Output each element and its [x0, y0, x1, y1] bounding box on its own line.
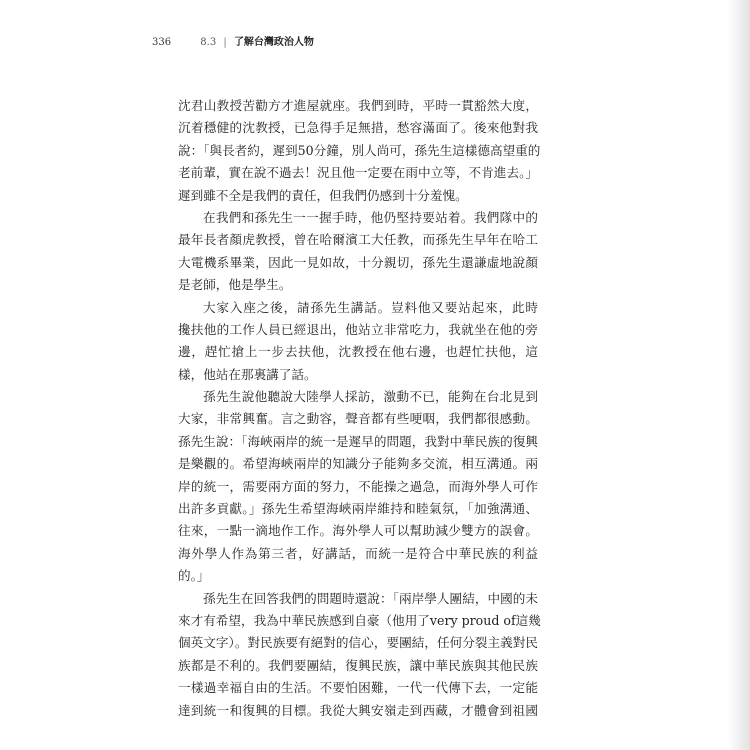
text-line: 大家，非常興奮。言之動容，聲音都有些哽咽，我們都很感動。 [178, 411, 538, 427]
body-text [178, 95, 541, 722]
text-line: 遲到雖不全是我們的責任，但我們仍感到十分羞愧。 [178, 187, 468, 203]
text-line: 沈君山教授苦勸方才進屋就座。我們到時，平時一貫豁然大度， [178, 98, 538, 113]
text-line: 老前輩，實在說不過去！況且他一定要在雨中立等，不肯進去。」 [178, 165, 538, 181]
paragraph [178, 95, 541, 207]
text-line: 大家入座之後，請孫先生講話。豈料他又要站起來，此時 [203, 299, 538, 315]
running-header [152, 33, 314, 48]
text-line: 往來，一點一滴地作工作。海外學人可以幫助減少雙方的誤會。 [178, 523, 538, 539]
paragraph [178, 386, 538, 588]
text-line: 個英文字）。對民族要有絕對的信心，要團結，任何分裂主義對民 [178, 635, 538, 651]
text-line: 是樂觀的。希望海峽兩岸的知識分子能夠多交流，相互溝通。兩 [178, 456, 538, 472]
text-line: 說：「與長者約，遲到50分鐘，別人尚可，孫先生這樣德高望重的 [178, 142, 541, 158]
text-line: 孫先生在回答我們的問題時還說：「兩岸學人團結，中國的未 [203, 590, 538, 606]
text-line: 達到統一和復興的目標。我從大興安嶺走到西藏，才體會到祖國 [178, 702, 538, 718]
text-line: 岸的統一，需要兩方面的努力，不能操之過急，而海外學人可作 [178, 478, 538, 494]
text-line: 族都是不利的。我們要團結，復興民族，讓中華民族與其他民族 [178, 657, 538, 673]
text-line: 攙扶他的工作人員已經退出，他站立非常吃力，我就坐在他的旁 [178, 321, 538, 337]
paragraph [178, 588, 541, 722]
chapter-title: 了解台灣政治人物 [233, 37, 314, 48]
text-line: 是老師，他是學生。 [178, 277, 292, 293]
text-line: 大電機系畢業，因此一見如故，十分親切，孫先生還謙虛地說顏 [178, 254, 538, 270]
paragraph [178, 207, 538, 297]
text-line: 孫先生說他聽說大陸學人採訪，激動不已，能夠在台北見到 [203, 389, 538, 405]
page-edge-shadow [728, 0, 750, 750]
text-line: 一樣過幸福自由的生活。不要怕困難，一代一代傳下去，一定能 [178, 680, 538, 696]
section-number: 8.3 [200, 37, 217, 48]
text-line: 海外學人作為第三者，好講話，而統一是符合中華民族的利益 [178, 545, 538, 561]
text-line: 的。」 [178, 568, 210, 584]
text-line: 沉着穩健的沈教授，已急得手足無措，愁容滿面了。後來他對我 [178, 120, 538, 136]
text-line: 最年長者顏虎教授，曾在哈爾濱工大任教，而孫先生早年在哈工 [178, 232, 538, 248]
paragraph [178, 297, 538, 387]
text-line: 孫先生說：「海峽兩岸的統一是遲早的問題，我對中華民族的復興 [178, 433, 538, 449]
text-line: 在我們和孫先生一一握手時，他仍堅持要站着。我們隊中的 [203, 209, 538, 225]
page-number: 336 [152, 37, 172, 48]
text-line: 邊，趕忙搶上一步去扶他，沈教授在他右邊，也趕忙扶他，這 [178, 344, 538, 360]
text-line: 樣，他站在那裏講了話。 [178, 366, 317, 382]
header-divider: | [223, 37, 227, 48]
text-line: 出許多貢獻。」孫先生希望海峽兩岸維持和睦氣氛，「加強溝通、 [178, 501, 538, 517]
text-line: 來才有希望，我為中華民族感到自豪（他用了very proud of這幾 [178, 612, 541, 628]
